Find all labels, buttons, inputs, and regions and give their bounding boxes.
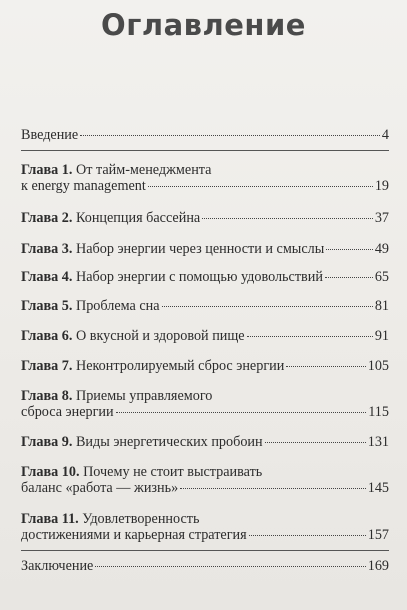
toc-entry-chapter-8: [21, 388, 389, 420]
chapter-title-cont: к energy management: [21, 178, 146, 194]
toc-entry-chapter-1: [21, 162, 389, 194]
chapter-number: Глава 9.: [21, 434, 73, 450]
chapter-title: Удовлетворенность: [82, 511, 200, 527]
leader-dots: [180, 488, 366, 489]
chapter-title: Почему не стоит выстраивать: [83, 464, 263, 480]
toc-entry-chapter-4: [21, 269, 389, 285]
toc-entry-chapter-9: [21, 434, 389, 450]
page-number: 169: [367, 558, 389, 574]
chapter-number: Глава 10.: [21, 464, 80, 480]
page-number: 19: [374, 178, 389, 194]
chapter-title: Неконтролируемый сброс энергии: [75, 358, 285, 374]
page-number: 157: [367, 527, 389, 543]
chapter-number: Глава 7.: [21, 358, 73, 374]
divider: [21, 550, 389, 551]
chapter-title: Концепция бассейна: [75, 210, 201, 226]
chapter-number: Глава 5.: [21, 298, 73, 314]
chapter-title: Проблема сна: [75, 298, 160, 314]
leader-dots: [162, 306, 373, 307]
page-number: 105: [367, 358, 389, 374]
chapter-number: Глава 3.: [21, 241, 73, 257]
chapter-title: Набор энергии с помощью удовольствий: [75, 269, 323, 285]
chapter-number: Глава 1.: [21, 162, 73, 178]
leader-dots: [148, 186, 373, 187]
page-number: 81: [374, 298, 389, 314]
page-number: 131: [367, 434, 389, 450]
chapter-number: Глава 8.: [21, 388, 73, 404]
divider: [21, 150, 389, 151]
page-title: Оглавление: [101, 8, 306, 42]
toc-entry-chapter-3: [21, 241, 389, 257]
toc-entry-label: Введение: [21, 127, 79, 143]
toc-entry-chapter-6: [21, 328, 389, 344]
chapter-number: Глава 2.: [21, 210, 73, 226]
toc-entry-chapter-11: [21, 511, 389, 543]
chapter-title: Виды энергетических пробоин: [75, 434, 263, 450]
toc-entry-conclusion: [21, 558, 389, 574]
chapter-title: Приемы управляемого: [75, 388, 213, 404]
chapter-title-cont: достижениями и карьерная стратегия: [21, 527, 247, 543]
leader-dots: [80, 135, 380, 136]
leader-dots: [247, 336, 373, 337]
chapter-title-cont: сброса энергии: [21, 404, 114, 420]
chapter-number: Глава 4.: [21, 269, 73, 285]
toc-entry-chapter-5: [21, 298, 389, 314]
toc-entry-label: Заключение: [21, 558, 94, 574]
leader-dots: [249, 535, 366, 536]
page-number: 49: [374, 241, 389, 257]
page-number: 65: [374, 269, 389, 285]
leader-dots: [326, 249, 373, 250]
page-number: 115: [368, 404, 389, 420]
leader-dots: [265, 442, 366, 443]
page-number: 4: [381, 127, 389, 143]
leader-dots: [286, 366, 365, 367]
chapter-title: О вкусной и здоровой пище: [75, 328, 245, 344]
leader-dots: [95, 566, 365, 567]
leader-dots: [116, 412, 367, 413]
page-number: 91: [374, 328, 389, 344]
leader-dots: [325, 277, 373, 278]
toc-entry-intro: [21, 127, 389, 143]
leader-dots: [202, 218, 373, 219]
chapter-number: Глава 11.: [21, 511, 79, 527]
chapter-title: Набор энергии через ценности и смыслы: [75, 241, 325, 257]
chapter-title-cont: баланс «работа — жизнь»: [21, 480, 179, 496]
chapter-title: От тайм-менеджмента: [75, 162, 212, 178]
page-number: 37: [374, 210, 389, 226]
toc-entry-chapter-2: [21, 210, 389, 226]
page-number: 145: [367, 480, 389, 496]
toc-entry-chapter-7: [21, 358, 389, 374]
toc-entry-chapter-10: [21, 464, 389, 496]
chapter-number: Глава 6.: [21, 328, 73, 344]
